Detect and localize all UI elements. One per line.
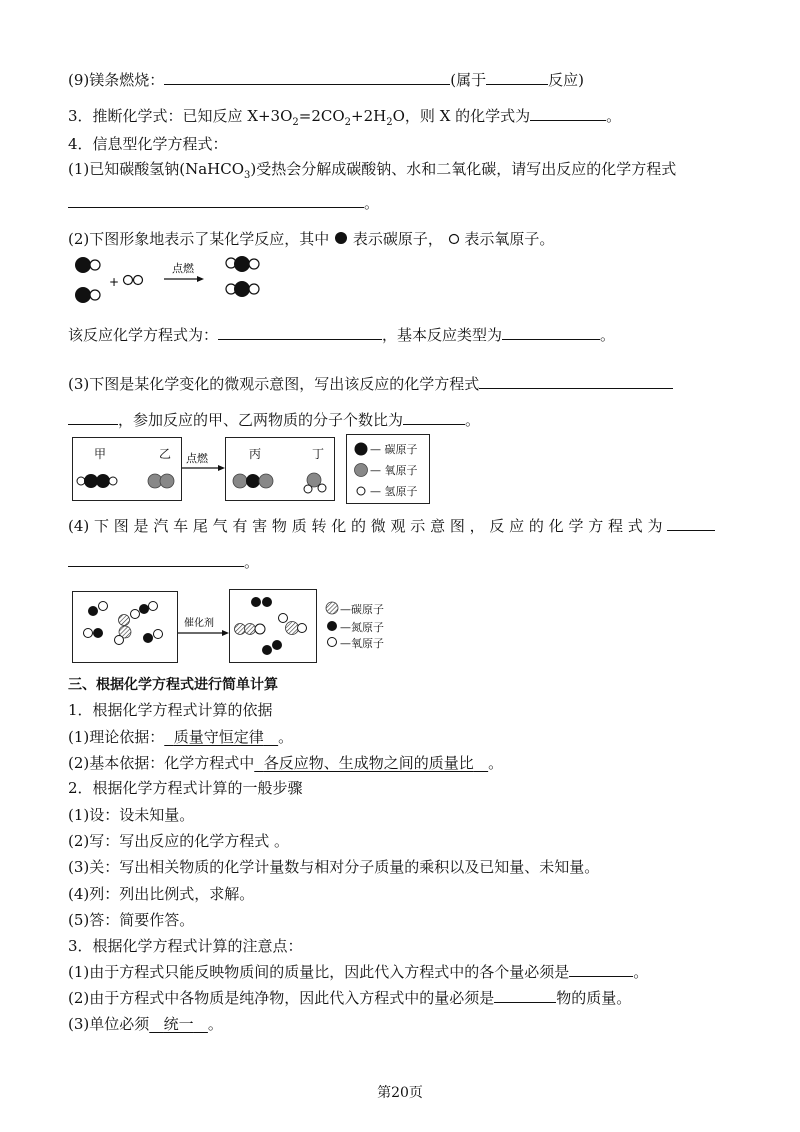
product-molecules [226,466,334,498]
line-3-infer-formula: 3．推断化学式：已知反应 $X+3O_2=2CO_2+2H_2O$，则 X 的化学式为 。 [68,107,622,128]
catalyst-arrow [176,614,230,638]
line-4-4-question: (4) 下 图 是 汽 车 尾 气 有 害 物 质 转 化 的 微 观 示 意 图 ， 反 应 的 化 学 方 程 式 为 [68,516,715,536]
answer-filled: 质量守恒定律 [173,728,264,746]
arrow-head [222,630,229,636]
line-4-3-question: (3)下图是某化学变化的微观示意图，写出该反应的化学方程式 [68,374,673,394]
item-2-heading: 2．根据化学方程式计算的一般步骤 [68,779,303,797]
condition-label: 点燃 [186,452,208,465]
oxygen-swatch [328,638,337,647]
hydrogen-swatch [357,487,365,495]
co2-molecule [226,281,259,297]
reactants-box [72,437,182,501]
co2-molecule [233,474,273,488]
note-3: (3)单位必须 统一 。 [68,1015,223,1033]
yi-label: 乙 [159,447,172,461]
answer-blank[interactable] [667,516,715,531]
answer-blank[interactable] [569,962,633,977]
legend-hydrogen: — 氢原子 [370,485,418,498]
co-molecule [75,287,100,303]
answer-blank[interactable] [218,325,382,340]
basic-basis: (2)基本依据：化学方程式中 各反应物、生成物之间的质量比 。 [68,754,504,772]
co2-molecule [226,256,259,272]
co2-molecule [235,624,266,635]
reactant-molecules [73,466,181,498]
answer-blank[interactable] [502,325,600,340]
legend-carbon: — 碳原子 [370,443,418,456]
line-4-heading: 4．信息型化学方程式： [68,135,228,153]
nitrogen-swatch [327,621,337,631]
reaction-figure-1 [68,252,278,312]
oxygen-atom-icon [448,233,460,245]
step-4: (4)列：列出比例式，求解。 [68,885,255,903]
line-4-1-answer: 。 [68,193,379,213]
condition-label: 点燃 [172,262,194,275]
n2-molecule [262,640,282,655]
section-3-title: 三、根据化学方程式进行简单计算 [68,677,278,693]
reactant-molecules-3 [73,592,177,662]
co-molecule [75,257,100,273]
no-molecule [139,602,158,615]
no-molecule [84,628,104,638]
arrow-head [197,276,204,282]
ethylene-molecule [77,474,117,488]
co2-molecule [279,614,307,635]
no-molecule [88,602,108,617]
answer-blank[interactable] [486,70,548,85]
after-catalyst-box [229,589,317,663]
line-4-4-answer: 。 [68,552,259,572]
page-number: 第20页 [377,1085,423,1101]
line-4-3-answer: ，参加反应的甲、乙两物质的分子个数比为 。 [68,410,480,430]
step-5: (5)答：简要作答。 [68,911,195,929]
step-2: (2)写：写出反应的化学方程式 。 [68,832,290,850]
line-4-2-answer: 该反应化学方程式为： ，基本反应类型为 。 [68,326,616,344]
carbon-atom-icon [334,231,348,245]
line-9-magnesium: (9)镁条燃烧： (属于 反应) [68,71,584,89]
water-molecule [304,473,326,493]
answer-filled: 统一 [163,1015,194,1033]
plus-sign: + [109,275,120,289]
oxygen-swatch [355,464,368,477]
n2-molecule [251,597,272,607]
answer-blank[interactable] [530,106,606,121]
legend-nitrogen: —氮原子 [340,621,384,634]
item-1-heading: 1．根据化学方程式计算的依据 [68,701,273,719]
oxygen-molecule [148,474,174,488]
arrow-head [218,465,225,471]
jia-label: 甲 [94,447,107,461]
legend-swatches [353,441,371,499]
line-4-2-question: (2)下图形象地表示了某化学反应，其中 表示碳原子， 表示氧原子。 [68,230,555,248]
answer-blank[interactable] [403,410,465,425]
step-3: (3)关：写出相关物质的化学计量数与相对分子质量的乘积以及已知量、未知量。 [68,858,600,876]
legend-oxygen: —氧原子 [340,637,384,650]
line-4-1-question: (1)已知碳酸氢钠(NaHCO$_3$)受热会分解成碳酸钠、水和二氧化碳，请写出反应的化学方程式 [68,160,677,181]
answer-blank[interactable] [68,410,118,425]
carbon-swatch [355,443,368,456]
theory-basis: (1)理论依据： 质量守恒定律 。 [68,728,294,746]
answer-blank[interactable] [164,70,450,85]
item-3-heading: 3．根据化学方程式计算的注意点： [68,937,303,955]
step-1: (1)设：设未知量。 [68,806,195,824]
bing-label: 丙 [249,447,262,461]
note-2: (2)由于方程式中各物质是纯净物，因此代入方程式中的量必须是 物的质量。 [68,989,632,1007]
carbon-swatch [326,602,338,614]
answer-blank[interactable] [68,552,244,567]
condition-label: 催化剂 [184,618,214,629]
legend-box [346,434,430,504]
no-molecule [143,630,163,644]
before-catalyst-box [72,591,178,663]
product-molecules-3 [230,590,316,662]
answer-blank[interactable] [494,988,556,1003]
legend-swatches-3 [322,599,342,651]
reaction-arrow-2 [180,450,226,474]
legend-oxygen: — 氧原子 [370,464,418,477]
o2-molecule [124,276,143,285]
answer-blank[interactable] [479,374,673,389]
answer-filled: 各反应物、生成物之间的质量比 [263,754,474,772]
ding-label: 丁 [312,447,325,461]
co-molecule [119,610,140,626]
products-box [225,437,335,501]
answer-blank[interactable] [68,193,364,208]
note-1: (1)由于方程式只能反映物质间的质量比，因此代入方程式中的各个量必须是 。 [68,963,649,981]
co-molecule [115,626,132,645]
legend-carbon: —碳原子 [340,603,384,616]
